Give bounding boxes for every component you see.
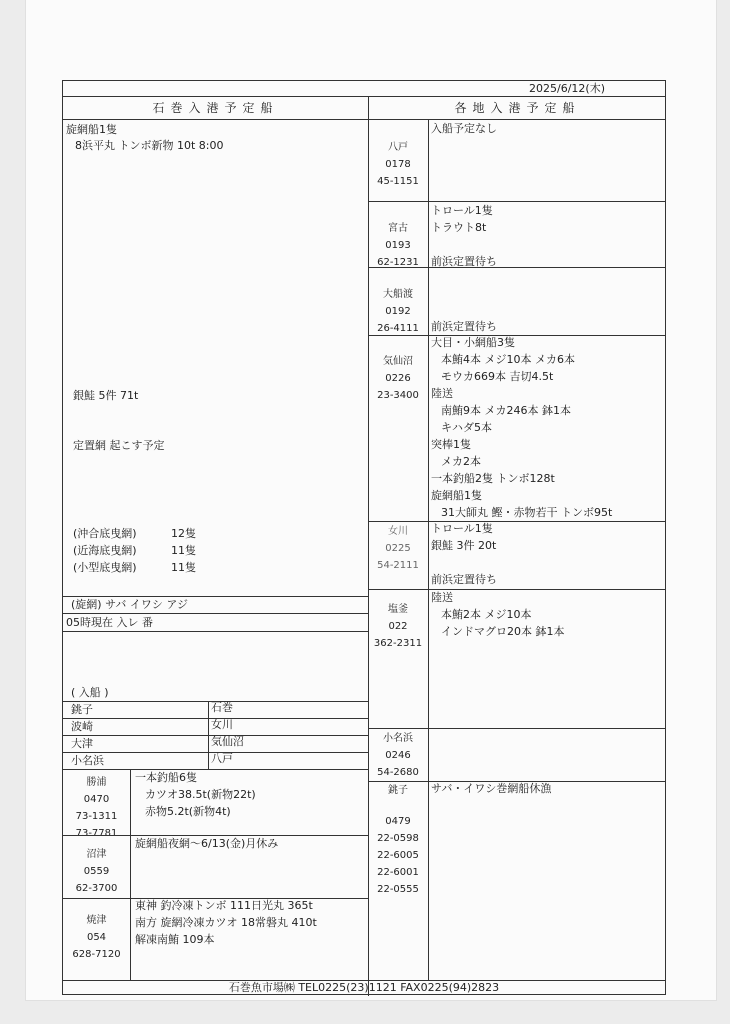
yaizu-port (63, 912, 130, 963)
onagawa-line-2: 銀鮭 3件 20t (431, 539, 497, 552)
trawl-name-2: (近海底曳網) (73, 544, 137, 557)
hachinohe-code: 0178 (385, 159, 411, 170)
shiogama-line-3: インドマグロ20本 鉢1本 (441, 625, 565, 638)
numazu-line-1: 旋網船夜網～6/13(金)月休み (135, 837, 279, 850)
shiogama-name: 塩釜 (388, 604, 408, 615)
choshi-tel1: 22-0598 (377, 833, 419, 844)
kesennuma-line-11: 31大師丸 鰹・赤物若干 トンボ95t (441, 506, 613, 519)
shiogama-tel: 362-2311 (373, 638, 423, 649)
yaizu-code: 054 (86, 932, 107, 943)
ishinomaki-salmon: 銀鮭 5件 71t (73, 389, 139, 402)
miyako-line-3 (431, 238, 497, 255)
miyako-port (368, 220, 428, 271)
numazu-code: 0559 (83, 866, 110, 877)
onagawa-port (368, 523, 428, 574)
kesennuma-line-3: モウカ669本 吉切4.5t (441, 370, 554, 383)
ofunato-name: 大船渡 (383, 289, 413, 300)
yaizu-line-3: 解凍南鮪 109本 (135, 933, 215, 946)
onagawa-code: 0225 (385, 543, 411, 554)
shiogama-line-2: 本鮪2本 メジ10本 (441, 608, 532, 621)
onagawa-tel: 54-2111 (377, 560, 419, 571)
kesennuma-line-6: キハダ5本 (441, 421, 492, 434)
nyusen-label: ( 入船 ) (71, 686, 109, 699)
kesennuma-line-2: 本鮪4本 メジ10本 メカ6本 (441, 353, 575, 366)
ofunato-port (368, 286, 428, 337)
yaizu-name: 焼津 (86, 915, 107, 926)
katsuura-code: 0470 (83, 794, 110, 805)
trawl-count-2: 11隻 (171, 544, 196, 557)
shiogama-port (368, 601, 428, 652)
kesennuma-line-1: 大目・小網船3隻 (431, 336, 515, 349)
katsuura-tel2: 73-7781 (75, 828, 118, 839)
shiogama-line-1: 陸送 (431, 591, 453, 604)
miyako-name: 宮古 (388, 223, 408, 234)
choshi-code: 0479 (385, 816, 411, 827)
to-port-3: 気仙沼 (211, 735, 244, 748)
katsuura-info (135, 771, 256, 822)
ishinomaki-teichi: 定置網 起こす予定 (73, 439, 165, 452)
from-port-1: 銚子 (71, 703, 93, 716)
onagawa-line-3 (431, 556, 497, 573)
shiogama-code: 022 (388, 621, 408, 632)
left-header: 石巻入港予定船 (152, 101, 279, 115)
shiogama-info (431, 591, 565, 642)
yaizu-line-1: 東神 釣冷凍トンボ 111日光丸 365t (135, 899, 313, 912)
ofunato-line-1: 前浜定置待ち (431, 320, 497, 333)
current-status: 05時現在 入レ 番 (66, 616, 153, 629)
hachinohe-name: 八戸 (388, 142, 408, 153)
numazu-name: 沼津 (86, 849, 107, 860)
ofunato-tel: 26-4111 (377, 323, 419, 334)
ofunato-code: 0192 (385, 306, 411, 317)
miyako-line-2: トラウト8t (431, 221, 487, 234)
katsuura-line-2: カツオ38.5t(新物22t) (145, 788, 256, 801)
trawl-count-1: 12隻 (171, 527, 196, 540)
numazu-tel1: 62-3700 (75, 883, 118, 894)
from-port-4: 小名浜 (71, 754, 104, 767)
onahama-tel: 54-2680 (377, 767, 419, 778)
footer-contact: 石巻魚市場㈱ TEL0225(23)1121 FAX0225(94)2823 (228, 981, 500, 994)
ishinomaki-line1: 旋網船1隻 (66, 123, 117, 136)
trawl-name-1: (沖合底曳網) (73, 527, 137, 540)
purse-seine-line: (旋網) サバ イワシ アジ (71, 598, 188, 611)
yaizu-line-2: 南方 旋網冷凍カツオ 18常磐丸 410t (135, 916, 317, 929)
kesennuma-tel: 23-3400 (377, 390, 419, 401)
choshi-tel3: 22-6001 (377, 867, 419, 878)
kesennuma-line-8: メカ2本 (441, 455, 481, 468)
kesennuma-line-4: 陸送 (431, 387, 453, 400)
numazu-port (63, 846, 130, 897)
kesennuma-name: 気仙沼 (383, 356, 413, 367)
miyako-code: 0193 (385, 240, 411, 251)
to-port-1: 石巻 (211, 701, 233, 714)
kesennuma-line-9: 一本釣船2隻 トンボ128t (431, 472, 555, 485)
onagawa-name: 女川 (388, 526, 408, 537)
katsuura-line-3: 赤物5.2t(新物4t) (145, 805, 231, 818)
hachinohe-port (368, 139, 428, 190)
miyako-tel: 62-1231 (377, 257, 419, 268)
choshi-name: 銚子 (388, 785, 408, 796)
yaizu-info (135, 899, 317, 950)
choshi-tel2: 22-6005 (377, 850, 419, 861)
trawl-count-3: 11隻 (171, 561, 196, 574)
choshi-line-1: サバ・イワシ巻網船休漁 (431, 782, 552, 795)
to-port-4: 八戸 (211, 752, 233, 765)
ishinomaki-line2: 8浜平丸 トンボ新物 10t 8:00 (75, 139, 224, 152)
katsuura-name: 勝浦 (86, 777, 107, 788)
trawl-name-3: (小型底曳網) (73, 561, 137, 574)
kesennuma-line-10: 旋網船1隻 (431, 489, 482, 502)
report-table (62, 80, 666, 995)
onahama-name: 小名浜 (383, 733, 413, 744)
katsuura-tel1: 73-1311 (75, 811, 118, 822)
hachinohe-tel: 45-1151 (377, 176, 419, 187)
kesennuma-line-5: 南鮪9本 メカ246本 鉢1本 (441, 404, 571, 417)
kesennuma-port (368, 353, 428, 404)
from-port-2: 波崎 (71, 720, 93, 733)
yaizu-tel1: 628-7120 (72, 949, 121, 960)
onahama-code: 0246 (385, 750, 411, 761)
to-port-2: 女川 (211, 718, 233, 731)
hachinohe-line-1: 入船予定なし (431, 122, 497, 135)
report-date: 2025/6/12(木) (529, 82, 605, 95)
onagawa-info (431, 522, 497, 590)
choshi-tel4: 22-0555 (377, 884, 419, 895)
onagawa-line-4: 前浜定置待ち (431, 573, 497, 586)
right-header: 各地入港予定船 (454, 101, 581, 115)
onagawa-line-1: トロール1隻 (431, 522, 493, 535)
kesennuma-info (431, 336, 612, 523)
miyako-line-1: トロール1隻 (431, 204, 493, 217)
miyako-info (431, 204, 497, 272)
miyako-line-4: 前浜定置待ち (431, 255, 497, 268)
onahama-port (368, 730, 428, 781)
kesennuma-code: 0226 (385, 373, 411, 384)
katsuura-line-1: 一本釣船6隻 (135, 771, 197, 784)
katsuura-port (63, 774, 130, 842)
kesennuma-line-7: 突棒1隻 (431, 438, 471, 451)
choshi-port (368, 782, 428, 898)
from-port-3: 大津 (71, 737, 93, 750)
